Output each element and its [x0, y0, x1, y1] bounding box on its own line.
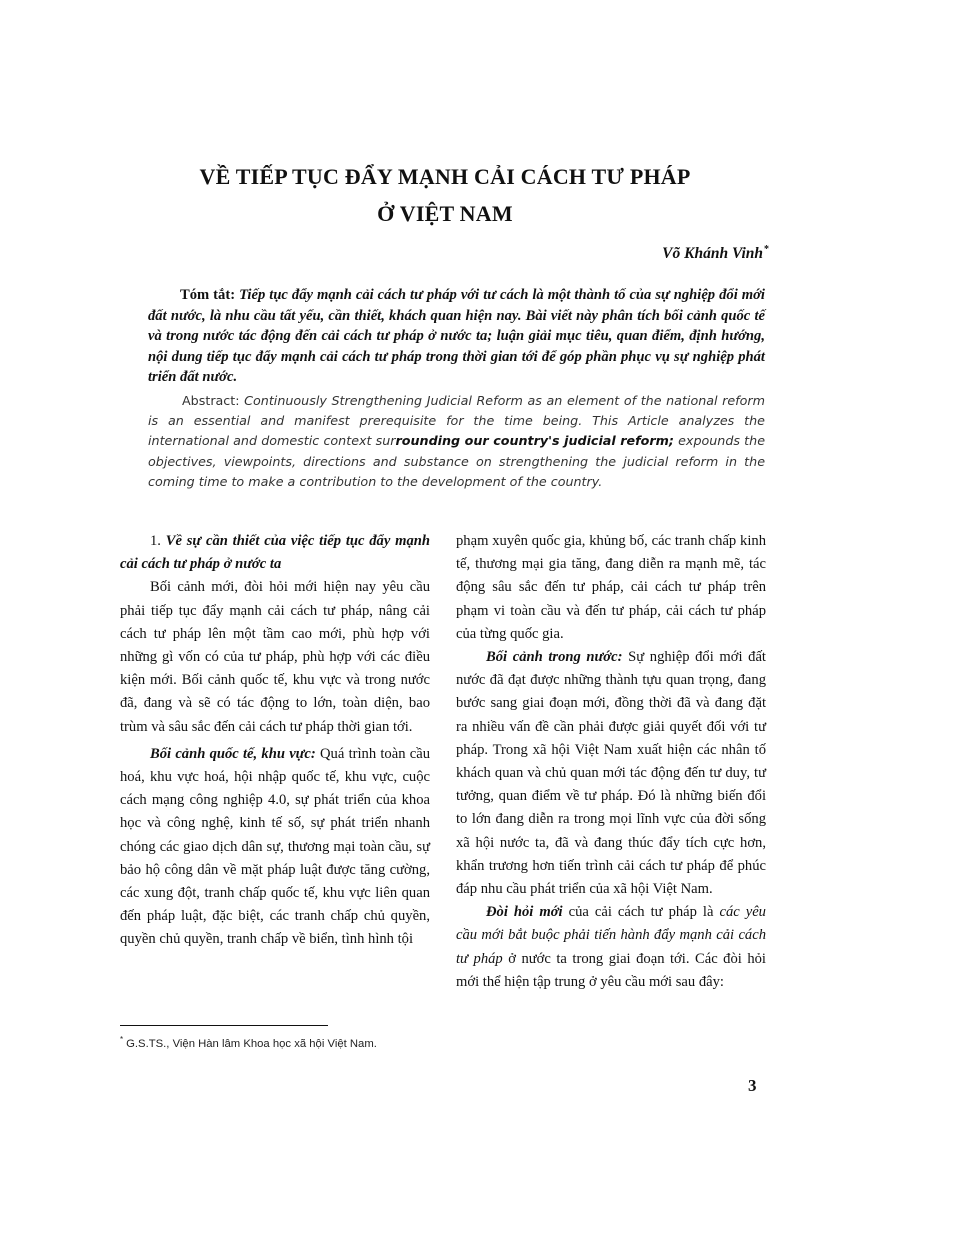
footnote-mark: * — [120, 1035, 124, 1044]
international-context-text: Quá trình toàn cầu hoá, khu vực hoá, hội nhập quốc tế, khu vực, cuộc cách mạng công nghiệp 4.0, sự phát triển của khoa học và công nghệ, kinh tế số, sự phát triển nhanh chóng các giao dịch dân sự, thương mại toàn cầu, sự bảo hộ công dân về mặt pháp luật được tăng cường, các xung đột, tranh chấp quốc tế, khu vực liên quan đến pháp luật, đặc biệt, các tranh chấp chủ quyền, quyền chủ quyền, tranh chấp về biển, tình hình tội — [120, 745, 430, 948]
footnote — [120, 1035, 377, 1050]
left-column — [120, 530, 430, 952]
domestic-context-text: Sự nghiệp đổi mới đất nước đã đạt được những thành tựu quan trọng, đang bước sang giai đoạn mới, đồng thời đã và đang đặt ra nhiều vấn đề cần phải được giải quyết đối với tư pháp. Trong xã hội Việt Nam xuất hiện các nhân tố khách quan và chủ quan mới tác động đến tư duy, tư tưởng, quan điểm về tư pháp. Đó là những biến đổi to lớn đang diễn ra trong mọi lĩnh vực của đời sống xã hội nước ta, đã và đang thúc đẩy tích cực hơn, khẩn trương hơn tiến trình cải cách tư pháp để phúc đáp nhu cầu phát triển của xã hội Việt Nam. — [456, 649, 766, 898]
footnote-divider — [120, 1025, 328, 1026]
section-heading-text: Về sự cần thiết của việc tiếp tục đẩy mạnh cải cách tư pháp ở nước ta — [120, 533, 430, 573]
vietnamese-summary — [148, 285, 765, 388]
english-abstract — [148, 391, 765, 492]
article-title-line-1: VỀ TIẾP TỤC ĐẨY MẠNH CẢI CÁCH TƯ PHÁP — [199, 164, 691, 189]
footnote-text: G.S.TS., Viện Hàn lâm Khoa học xã hội Việt Nam. — [126, 1037, 377, 1050]
paragraph-domestic-context — [456, 646, 766, 901]
new-requirements-lead: Đòi hỏi mới — [486, 904, 563, 921]
author-name: Võ Khánh Vinh — [662, 245, 763, 263]
abstract-label: Abstract: — [182, 393, 240, 408]
new-requirements-end: ở nước ta trong giai đoạn tới. Các đòi hỏi mới thể hiện tập trung ở yêu cầu mới sau đây: — [456, 950, 766, 990]
abstract-text-part-1: Continuously Strengthening Judicial Reform as an element of the national reform is an essential and manifest prerequisite for the time being. This Article analyzes the international and domestic context sur — [148, 393, 765, 449]
article-title-line-2: Ở VIỆT NAM — [377, 201, 513, 226]
abstract-text-bold: rounding our country's judicial reform; — [395, 433, 674, 449]
article-title — [120, 158, 770, 232]
right-column — [456, 530, 766, 994]
section-1-heading — [120, 530, 430, 576]
paragraph-international-context — [120, 743, 430, 952]
section-number: 1. — [150, 533, 161, 549]
abstract-text-part-2: expounds the objectives, viewpoints, directions and substance on strengthening the judicial reform in the coming time to make a contribution to the development of the country. — [148, 433, 765, 489]
domestic-context-lead: Bối cảnh trong nước: — [486, 649, 623, 666]
author-footnote-mark: * — [764, 244, 769, 255]
paragraph-continued: phạm xuyên quốc gia, khủng bố, các tranh chấp kinh tế, thương mại gia tăng, đang diễn ra mạnh mẽ, tác động sâu sắc đến tư pháp, cải cách tư pháp trên phạm vi toàn cầu và đến tư pháp, cải cách tư pháp của từng quốc gia. — [456, 533, 766, 642]
paragraph-new-requirements — [456, 901, 766, 994]
page-number: 3 — [748, 1076, 757, 1095]
new-requirements-italic: các yêu cầu mới bắt buộc phải tiến hành đẩy mạnh cải cách tư pháp — [456, 904, 766, 967]
author-line — [662, 244, 769, 263]
paragraph-new-context: Bối cảnh mới, đòi hỏi mới hiện nay yêu cầu phải tiếp tục đẩy mạnh cải cách tư pháp, nâng cải cách tư pháp lên một tầm cao mới, phù hợp với những gì vốn có của tư pháp, phù hợp với các điều kiện mới. Bối cảnh quốc tế, khu vực và trong nước đã, đang và sẽ có tác động to lớn, toàn diện, bao trùm và sâu sắc đến cải cách tư pháp thời gian tới. — [120, 579, 430, 735]
summary-text: Tiếp tục đẩy mạnh cải cách tư pháp với tư cách là một thành tố của sự nghiệp đổi mới đất nước, là nhu cầu tất yếu, cần thiết, khách quan hiện nay. Bài viết này phân tích bối cảnh quốc tế và trong nước tác động đến cải cách tư pháp ở nước ta; luận giải mục tiêu, quan điểm, định hướng, nội dung tiếp tục đẩy mạnh cải cách tư pháp trong thời gian tới để góp phần phục vụ sự nghiệp phát triển đất nước. — [148, 287, 765, 385]
new-requirements-mid: của cải cách tư pháp là — [568, 904, 714, 921]
summary-label: Tóm tắt: — [180, 287, 236, 303]
international-context-lead: Bối cảnh quốc tế, khu vực: — [150, 745, 316, 762]
